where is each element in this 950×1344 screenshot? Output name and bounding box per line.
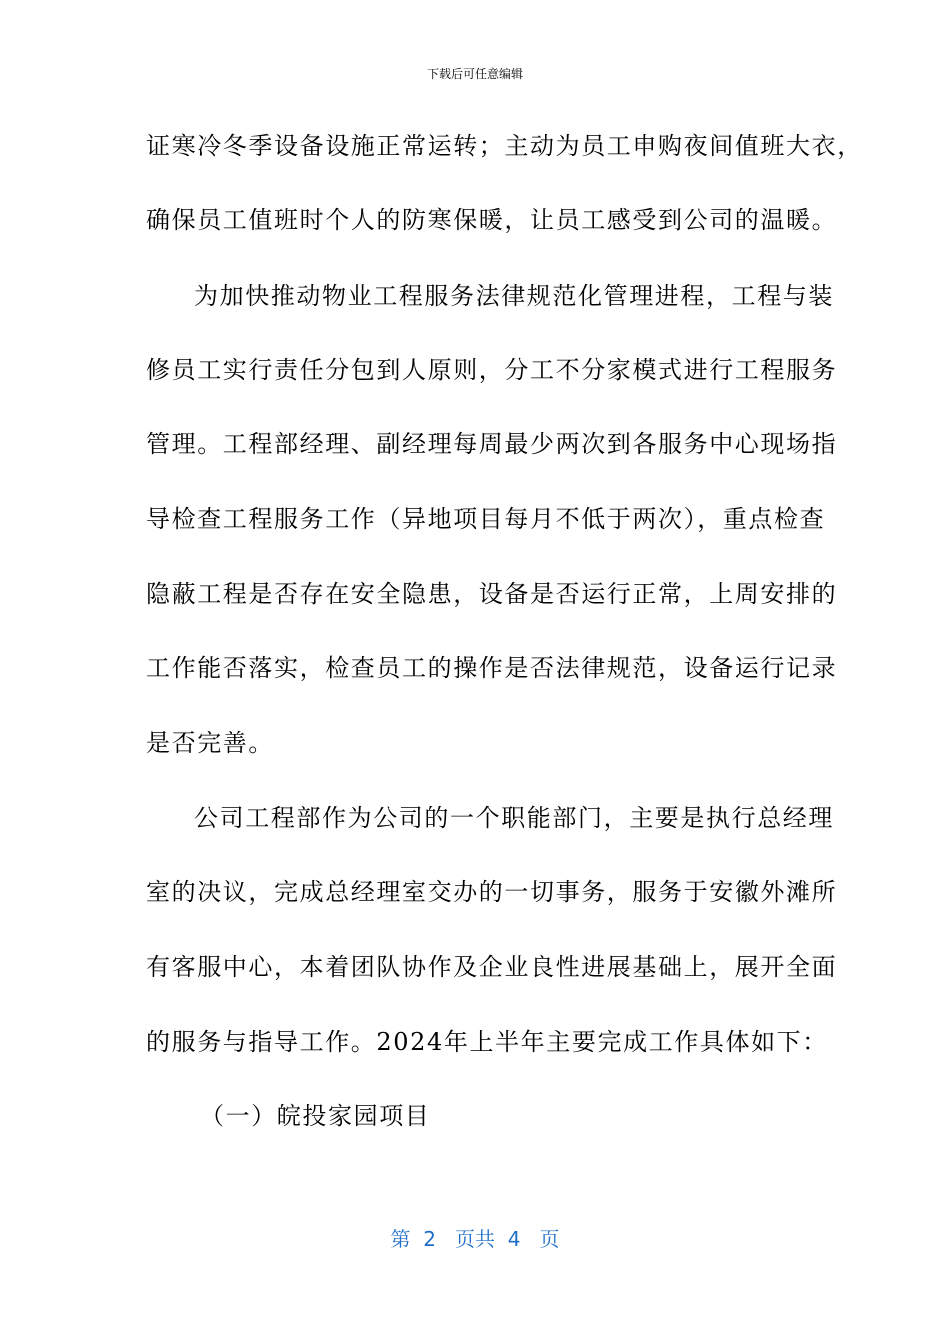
body-line: 室的决议，完成总经理室交办的一切事务，服务于安徽外滩所 [146, 878, 838, 906]
body-line: 导检查工程服务工作（异地项目每月不低于两次），重点检查 [146, 505, 826, 533]
page-footer: 第 2 页共 4 页 [390, 1227, 560, 1251]
body-line: 管理。工程部经理、副经理每周最少两次到各服务中心现场指 [146, 430, 838, 458]
body-line: 确保员工值班时个人的防寒保暖，让员工感受到公司的温暖。 [146, 206, 838, 234]
body-line: 为加快推动物业工程服务法律规范化管理进程，工程与装 [194, 282, 834, 310]
page-header: 下载后可任意编辑 [426, 67, 523, 81]
body-line: 的服务与指导工作。2024年上半年主要完成工作具体如下： [146, 1028, 828, 1056]
body-line: 公司工程部作为公司的一个职能部门，主要是执行总经理 [194, 804, 834, 832]
body-line: 是否完善。 [146, 729, 274, 757]
body-line: 隐蔽工程是否存在安全隐患，设备是否运行正常，上周安排的 [146, 580, 838, 608]
body-line: 有客服中心，本着团队协作及企业良性进展基础上，展开全面 [146, 953, 838, 981]
section-heading: （一）皖投家园项目 [200, 1102, 431, 1130]
body-line: 修员工实行责任分包到人原则，分工不分家模式进行工程服务 [146, 356, 838, 384]
body-line: 工作能否落实，检查员工的操作是否法律规范，设备运行记录 [146, 654, 838, 682]
body-line: 证寒冷冬季设备设施正常运转；主动为员工申购夜间值班大衣， [146, 132, 863, 160]
